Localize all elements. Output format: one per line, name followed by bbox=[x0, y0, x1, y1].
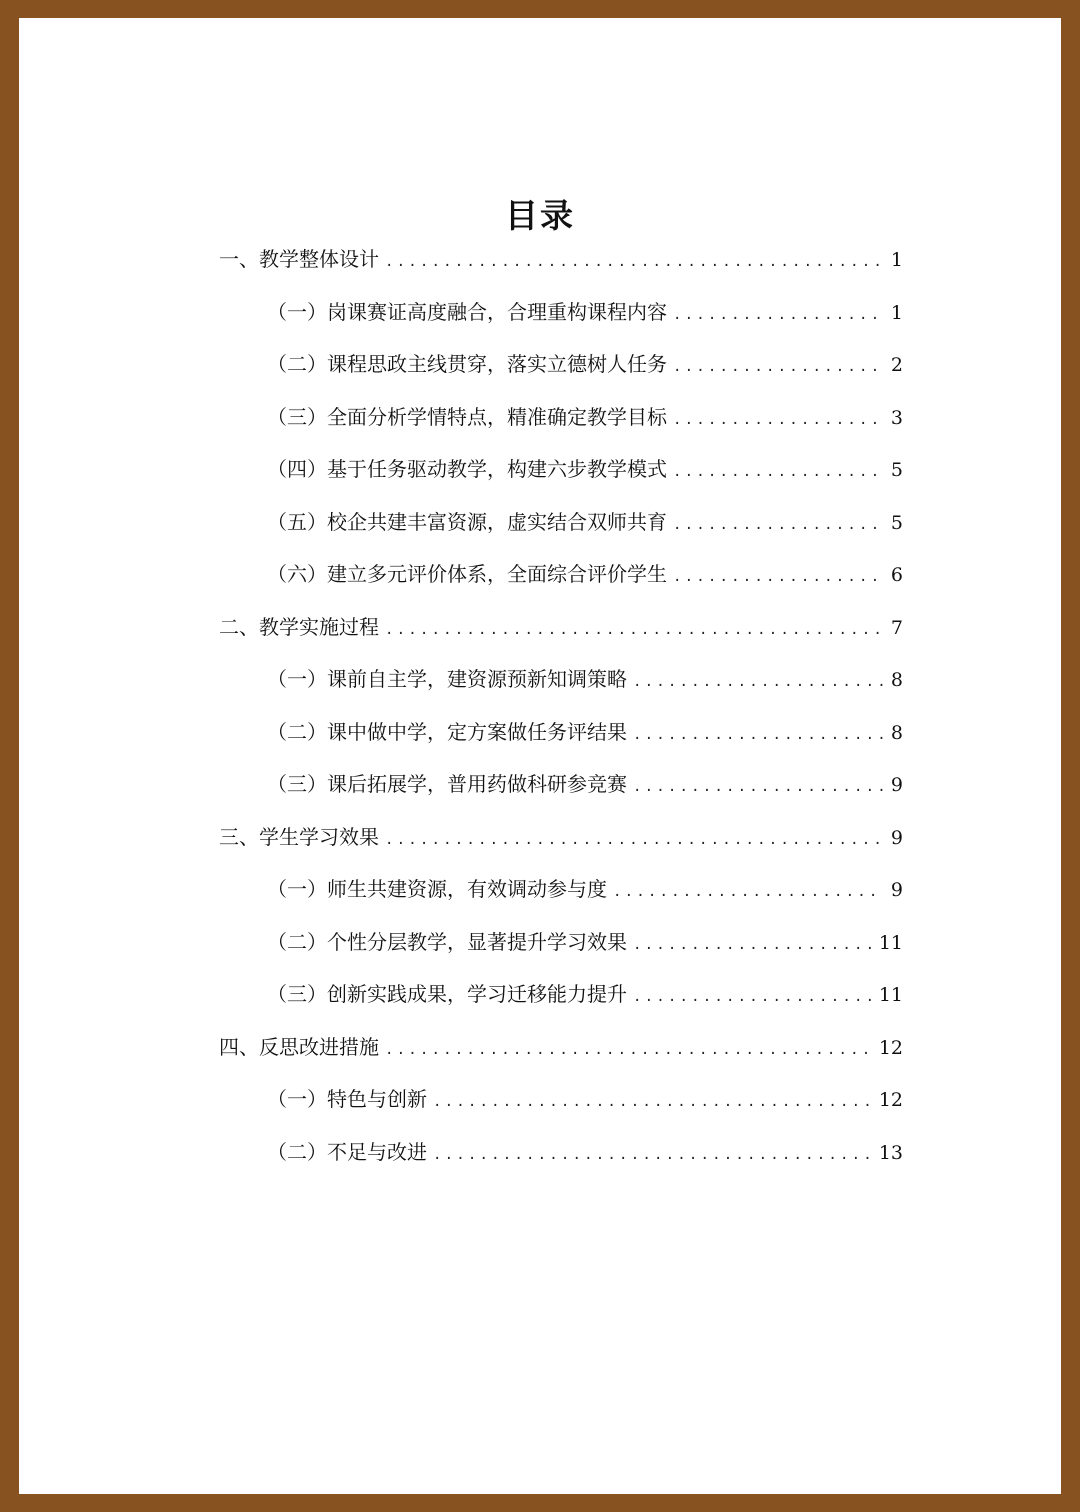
toc-subsection-entry[interactable] bbox=[267, 715, 903, 768]
toc-entry-text: （五）校企共建丰富资源，虚实结合双师共育 bbox=[267, 509, 667, 534]
toc-page-number: 8 bbox=[890, 669, 903, 691]
toc-entry-text: （三）全面分析学情特点，精准确定教学目标 bbox=[267, 404, 667, 429]
toc-section-entry[interactable] bbox=[219, 242, 903, 295]
toc-subsection-entry[interactable] bbox=[267, 347, 903, 400]
toc-dot-leader bbox=[433, 1138, 873, 1172]
toc-entry-text: （二）个性分层教学，显著提升学习效果 bbox=[267, 929, 627, 954]
toc-entry-text: （一）特色与创新 bbox=[267, 1087, 427, 1111]
toc-dot-leader bbox=[613, 875, 883, 909]
toc-list bbox=[19, 242, 1061, 1187]
toc-page-number: 11 bbox=[878, 931, 903, 954]
toc-page-number: 13 bbox=[878, 1141, 903, 1164]
toc-subsection-entry[interactable] bbox=[267, 452, 903, 505]
toc-dot-leader bbox=[673, 403, 883, 437]
toc-subsection-entry[interactable] bbox=[267, 1135, 903, 1188]
toc-page-number: 9 bbox=[890, 879, 903, 901]
toc-dot-leader bbox=[673, 560, 883, 594]
toc-page-number: 9 bbox=[890, 826, 903, 849]
toc-section-entry[interactable] bbox=[219, 1030, 903, 1083]
toc-section-entry[interactable] bbox=[219, 610, 903, 663]
toc-dot-leader bbox=[385, 245, 883, 279]
toc-subsection-entry[interactable] bbox=[267, 557, 903, 610]
toc-entry-text: （六）建立多元评价体系，全面综合评价学生 bbox=[267, 562, 667, 586]
toc-page-number: 7 bbox=[890, 616, 903, 639]
toc-page-number: 12 bbox=[878, 1089, 903, 1111]
toc-dot-leader bbox=[433, 1085, 873, 1119]
toc-dot-leader bbox=[673, 455, 883, 489]
toc-subsection-entry[interactable] bbox=[267, 872, 903, 925]
toc-page-number: 11 bbox=[878, 984, 903, 1006]
toc-entry-text: （二）课中做中学，定方案做任务评结果 bbox=[267, 719, 627, 744]
toc-page-number: 12 bbox=[878, 1036, 903, 1059]
toc-dot-leader bbox=[385, 613, 883, 647]
toc-dot-leader bbox=[673, 508, 883, 542]
toc-subsection-entry[interactable] bbox=[267, 295, 903, 348]
toc-page-number: 8 bbox=[890, 721, 903, 744]
toc-dot-leader bbox=[633, 980, 873, 1014]
toc-subsection-entry[interactable] bbox=[267, 767, 903, 820]
toc-page-number: 5 bbox=[890, 459, 903, 481]
toc-subsection-entry[interactable] bbox=[267, 1082, 903, 1135]
toc-page-number: 2 bbox=[890, 354, 903, 376]
toc-page-number: 3 bbox=[890, 406, 903, 429]
toc-page-number: 5 bbox=[890, 511, 903, 534]
toc-page-number: 1 bbox=[890, 249, 903, 271]
toc-entry-text: （一）师生共建资源，有效调动参与度 bbox=[267, 877, 607, 901]
toc-dot-leader bbox=[385, 1033, 873, 1067]
toc-subsection-entry[interactable] bbox=[267, 925, 903, 978]
toc-entry-text: （一）岗课赛证高度融合，合理重构课程内容 bbox=[267, 299, 667, 324]
toc-subsection-entry[interactable] bbox=[267, 662, 903, 715]
toc-page-number: 1 bbox=[890, 301, 903, 324]
toc-dot-leader bbox=[385, 823, 883, 857]
toc-section-entry[interactable] bbox=[219, 820, 903, 873]
toc-dot-leader bbox=[633, 770, 883, 804]
toc-page-number: 9 bbox=[890, 774, 903, 796]
toc-entry-text: （四）基于任务驱动教学，构建六步教学模式 bbox=[267, 457, 667, 481]
toc-dot-leader bbox=[633, 665, 883, 699]
toc-entry-text: 四、反思改进措施 bbox=[219, 1034, 379, 1059]
toc-entry-text: （一）课前自主学，建资源预新知调策略 bbox=[267, 667, 627, 691]
toc-title: 目录 bbox=[505, 196, 575, 235]
toc-page-number: 6 bbox=[890, 564, 903, 586]
toc-dot-leader bbox=[633, 928, 873, 962]
toc-entry-text: （三）创新实践成果，学习迁移能力提升 bbox=[267, 982, 627, 1006]
toc-subsection-entry[interactable] bbox=[267, 505, 903, 558]
toc-subsection-entry[interactable] bbox=[267, 400, 903, 453]
toc-entry-text: 二、教学实施过程 bbox=[219, 614, 379, 639]
toc-dot-leader bbox=[673, 298, 883, 332]
toc-entry-text: 一、教学整体设计 bbox=[219, 247, 379, 271]
toc-entry-text: （二）不足与改进 bbox=[267, 1139, 427, 1164]
document-page bbox=[19, 18, 1061, 1494]
toc-dot-leader bbox=[673, 350, 883, 384]
toc-dot-leader bbox=[633, 718, 883, 752]
toc-entry-text: （二）课程思政主线贯穿，落实立德树人任务 bbox=[267, 352, 667, 376]
toc-entry-text: 三、学生学习效果 bbox=[219, 824, 379, 849]
toc-subsection-entry[interactable] bbox=[267, 977, 903, 1030]
toc-entry-text: （三）课后拓展学，普用药做科研参竞赛 bbox=[267, 772, 627, 796]
